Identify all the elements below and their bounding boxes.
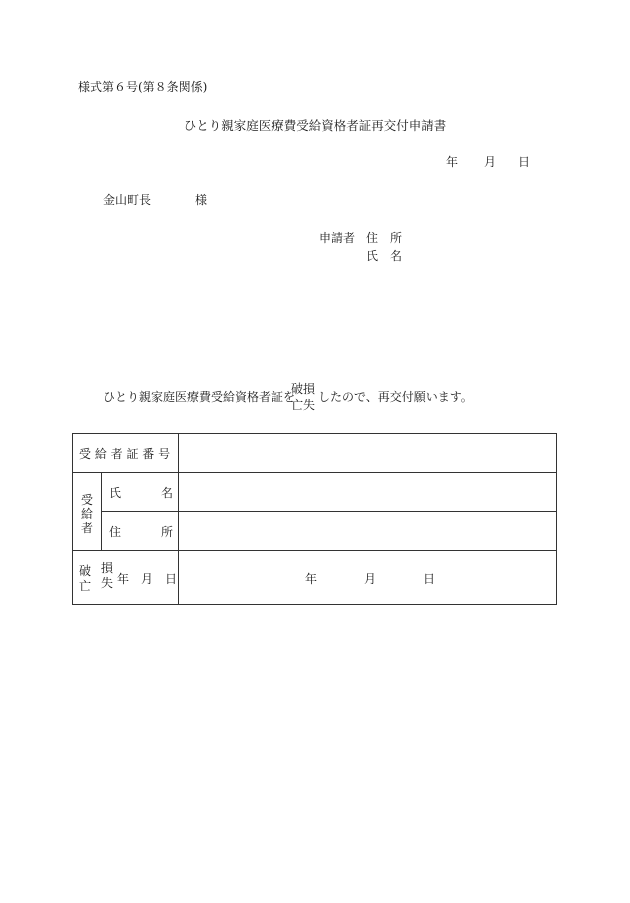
applicant-label: 申請者 bbox=[319, 231, 356, 245]
column-divider bbox=[178, 472, 179, 550]
loss-label-shitsu: 失 bbox=[101, 576, 114, 590]
column-divider bbox=[178, 434, 179, 472]
statement-options bbox=[291, 382, 321, 413]
recipient-address-label-2: 所 bbox=[161, 525, 174, 539]
loss-date-year[interactable]: 年 bbox=[305, 572, 318, 586]
date-month-label: 月 bbox=[484, 155, 497, 169]
column-divider bbox=[101, 472, 102, 550]
statement-before: ひとり親家庭医療費受給資格者証を bbox=[103, 390, 296, 404]
column-divider bbox=[178, 550, 179, 604]
loss-date-month[interactable]: 月 bbox=[364, 572, 377, 586]
row-divider bbox=[73, 550, 556, 551]
applicant-name-label: 氏 名 bbox=[366, 249, 403, 263]
applicant-address-label: 住 所 bbox=[366, 231, 403, 245]
row-divider bbox=[101, 511, 556, 512]
recipient-name-label-1: 氏 bbox=[109, 486, 122, 500]
document-title: ひとり親家庭医療費受給資格者証再交付申請書 bbox=[183, 118, 447, 133]
loss-date-label: 年 月 日 bbox=[117, 572, 178, 586]
date-year-label: 年 bbox=[446, 155, 459, 169]
row-divider bbox=[73, 472, 556, 473]
application-table bbox=[72, 433, 557, 605]
cert-number-label: 受 給 者 証 番 号 bbox=[79, 447, 171, 461]
statement-option-damage: 破損 bbox=[291, 382, 316, 396]
loss-label-ha: 破 bbox=[79, 564, 92, 578]
statement-after: したので、再交付願います。 bbox=[318, 390, 473, 404]
recipient-address-field[interactable] bbox=[181, 517, 551, 545]
addressee-honorific: 様 bbox=[195, 193, 208, 207]
recipient-address-label-1: 住 bbox=[109, 525, 122, 539]
loss-date-day[interactable]: 日 bbox=[423, 572, 436, 586]
recipient-name-label-2: 名 bbox=[161, 486, 174, 500]
statement-option-loss: 亡失 bbox=[291, 397, 316, 412]
form-number: 様式第６号(第８条関係) bbox=[78, 80, 208, 94]
addressee-name: 金山町長 bbox=[103, 193, 152, 207]
recipient-group-label: 受 給 者 bbox=[80, 493, 93, 535]
recipient-name-field[interactable] bbox=[181, 478, 551, 506]
date-day-label: 日 bbox=[518, 155, 531, 169]
loss-label-bou: 亡 bbox=[79, 579, 92, 593]
cert-number-field[interactable] bbox=[181, 442, 551, 466]
loss-label-son: 損 bbox=[101, 561, 114, 575]
